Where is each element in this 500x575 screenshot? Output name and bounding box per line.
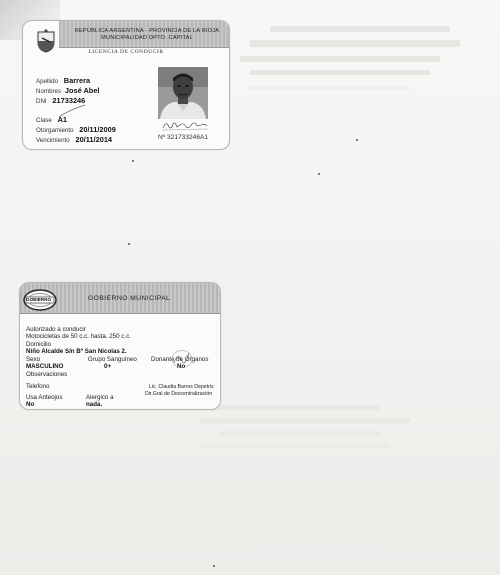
scan-speck bbox=[213, 565, 215, 567]
back-title: GOBIERNO MUNICIPAL bbox=[88, 295, 171, 302]
vencimiento-value: 20/11/2014 bbox=[75, 135, 113, 144]
grupo-label: Grupo Sanguíneo bbox=[88, 356, 137, 363]
scan-speck bbox=[132, 160, 134, 162]
autorizado-value: Motocicletas de 50 c.c. hasta. 250 c.c. bbox=[26, 333, 131, 340]
nombres-label: Nombres bbox=[36, 88, 62, 95]
header-country: REPÚBLICA ARGENTINA - PROVINCIA DE LA RIOJA bbox=[74, 28, 220, 34]
otorgamiento-value: 20/11/2009 bbox=[79, 125, 116, 134]
grupo-value: 0+ bbox=[104, 363, 112, 370]
anteojos-value: No bbox=[26, 401, 35, 408]
domicilio-value: Niño Alcalde S/n Bº San Nicolas 2. bbox=[26, 348, 127, 355]
domicilio-label: Domicilio bbox=[26, 341, 52, 348]
bleed-through bbox=[200, 418, 410, 423]
apellido-value: Barrera bbox=[63, 76, 91, 85]
autorizado-label: Autorizado a conducir bbox=[26, 326, 86, 333]
alergico-label: Alergico a bbox=[86, 394, 114, 401]
logo-label: GOBIERNO bbox=[26, 297, 52, 302]
telefono-label: Telefono bbox=[26, 383, 50, 390]
bleed-through bbox=[200, 405, 380, 410]
sexo-label: Sexo bbox=[26, 356, 41, 363]
apellido-label: Apellido bbox=[36, 78, 59, 85]
portrait-image bbox=[158, 67, 208, 119]
official-signature-stamp bbox=[170, 349, 194, 369]
scan-speck bbox=[318, 173, 320, 175]
holder-photo bbox=[158, 67, 208, 119]
clase-value: A1 bbox=[57, 115, 68, 124]
bleed-through bbox=[250, 70, 430, 75]
donante-value: No bbox=[177, 363, 186, 370]
bleed-through bbox=[220, 431, 380, 436]
otorgamiento-label: Otorgamiento bbox=[36, 127, 74, 134]
field-vencimiento bbox=[36, 135, 112, 144]
field-apellido bbox=[36, 76, 90, 85]
scan-speck bbox=[356, 139, 358, 141]
donante-label: Donante de Órganos bbox=[151, 356, 209, 363]
holder-signature bbox=[161, 119, 209, 131]
anteojos-label: Usa Anteojos bbox=[26, 394, 63, 401]
scan-speck bbox=[128, 243, 130, 245]
signer-role: Dir.Gral de Descentralización bbox=[145, 391, 213, 397]
field-otorgamiento bbox=[36, 125, 116, 134]
bleed-through bbox=[250, 86, 410, 90]
nombres-value: José Abel bbox=[64, 86, 100, 95]
bleed-through bbox=[250, 40, 460, 47]
bleed-through bbox=[240, 56, 440, 62]
license-front-card bbox=[22, 20, 230, 150]
alergico-value: nada. bbox=[86, 401, 103, 408]
license-number: Nº 321733246A1 bbox=[158, 134, 209, 141]
clase-label: Clase bbox=[36, 117, 52, 124]
dni-value: 21733246 bbox=[52, 96, 86, 105]
header-municipality: MUNICIPALIDAD DPTO. CAPITAL bbox=[101, 35, 193, 41]
license-back-card bbox=[19, 282, 221, 410]
bleed-through bbox=[200, 444, 390, 448]
dni-label: DNI bbox=[36, 98, 47, 105]
sexo-value: MASCULINO bbox=[26, 363, 64, 370]
bleed-through bbox=[270, 26, 450, 32]
observaciones-label: Observaciones bbox=[26, 371, 68, 378]
vencimiento-label: Vencimiento bbox=[36, 137, 70, 144]
field-clase bbox=[36, 115, 67, 124]
card-subtitle: LICENCIA DE CONDUCIR bbox=[88, 49, 164, 55]
signer-name: Lic. Claudia Barros Depetris bbox=[149, 384, 214, 390]
field-nombres bbox=[36, 86, 99, 95]
